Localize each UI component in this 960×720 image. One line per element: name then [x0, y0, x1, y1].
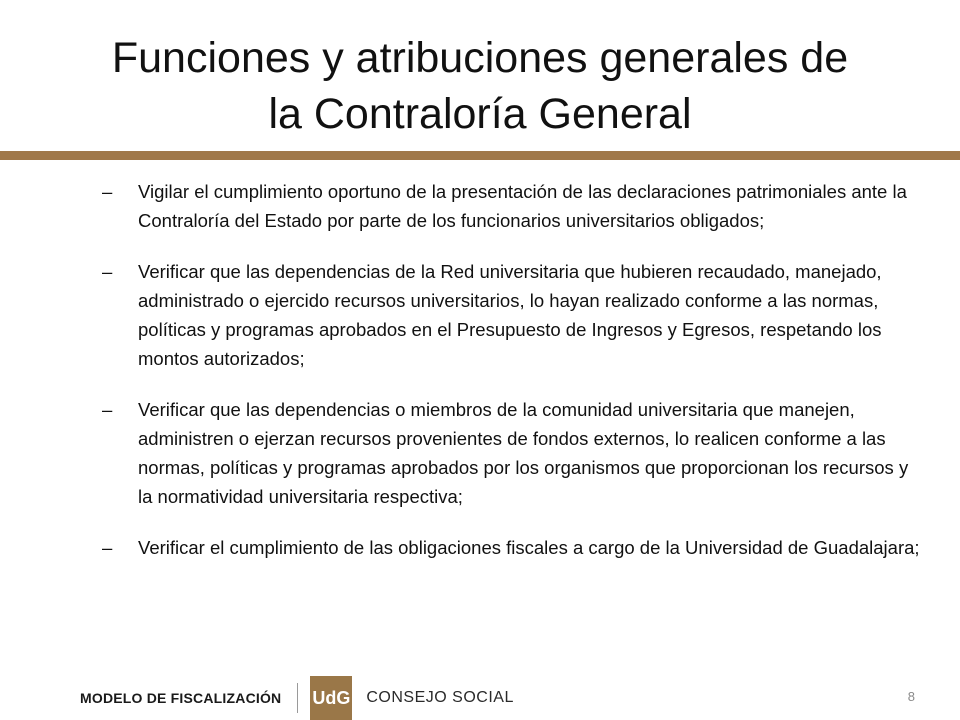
- udg-logo: [310, 676, 352, 720]
- footer-council-label: CONSEJO SOCIAL: [366, 689, 514, 706]
- slide-title: [0, 30, 960, 142]
- list-item: [102, 257, 922, 373]
- title-divider: [0, 151, 960, 160]
- list-item-text: Verificar que las dependencias de la Red universitaria que hubieren recaudado, manejado, administrado o ejercido recursos universitarios, lo hayan realizado conforme a las normas, políticas y programas aprobados en el Presupuesto de Ingresos y Egresos, respetando los montos autorizados;: [138, 261, 882, 369]
- footer-model-label: MODELO DE FISCALIZACIÓN: [80, 690, 282, 706]
- list-item-text: Vigilar el cumplimiento oportuno de la presentación de las declaraciones patrimoniales ante la Contraloría del Estado por parte de los funcionarios universitarios obligados;: [138, 181, 907, 231]
- dash-bullet: –: [102, 181, 113, 202]
- slide-title-line-2: la Contraloría General: [268, 90, 692, 138]
- slide-title-line-1: Funciones y atribuciones generales de: [111, 34, 849, 82]
- list-item-text: Verificar el cumplimiento de las obligaciones fiscales a cargo de la Universidad de Guadalajara;: [138, 537, 920, 558]
- list-item: [102, 395, 922, 511]
- dash-bullet: –: [102, 537, 113, 558]
- bullet-list: [102, 177, 922, 562]
- udg-logo-text: UdG: [312, 687, 351, 708]
- list-item-text: Verificar que las dependencias o miembros de la comunidad universitaria que manejen, administren o ejerzan recursos provenientes de fondos externos, lo realicen conforme a las normas, políticas y programas aprobados por los organismos que proporcionan los recursos y la normatividad universitaria respectiva;: [138, 399, 909, 507]
- dash-bullet: –: [102, 261, 113, 282]
- dash-bullet: –: [102, 399, 113, 420]
- list-item: [102, 177, 922, 235]
- footer-divider: [297, 683, 298, 713]
- list-item: [102, 533, 922, 562]
- page-number: 8: [907, 689, 915, 704]
- footer-branding: [80, 676, 514, 720]
